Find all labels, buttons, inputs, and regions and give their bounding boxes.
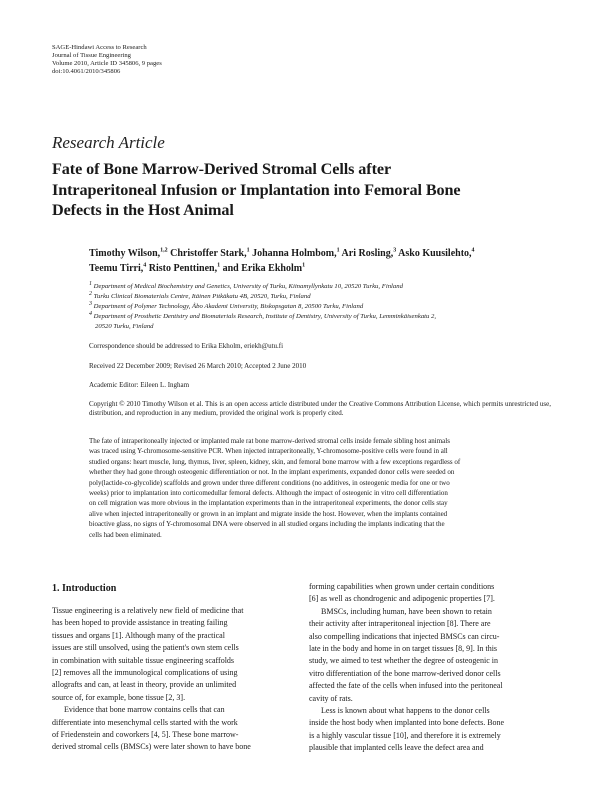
author-sup: 1 [246,247,250,254]
body-line: issues are still unsolved, using the patient's own stem cells [52,643,239,653]
author-sup: 4 [143,262,147,269]
abstract-line: weeks) prior to implantation into corticomedullar femoral defects. Although the impact of osteogenic in vitro cell differentiation [89,489,448,498]
body-line: late in the body and home in on target tissues [8, 9]. In this [309,644,498,654]
affiliations [89,282,559,332]
abstract-line: alive when injected intraperitoneally or grown in an implant and migrate inside the host. However, when the implants contained [89,509,448,518]
body-line: affected the fate of the cells when infused into the peritoneal [309,681,503,691]
author-name: Risto Penttinen, [148,263,218,274]
author-name: Ari Rosling, [341,248,394,259]
title-line: Defects in the Host Animal [52,201,234,219]
header-line: Journal of Tissue Engineering [52,52,131,59]
body-column-right [309,581,551,755]
body-line: of Friedenstein and coworkers [4, 5]. These bone marrow- [52,730,239,740]
author-name: Johanna Holmbom, [252,248,337,259]
article-type: Research Article [52,133,165,152]
body-line: derived stromal cells (BMSCs) were later shown to have bone [52,742,251,752]
body-line: tissues and organs [1]. Although many of the practical [52,630,225,640]
author-sup: 1 [217,262,221,269]
body-column-left [52,605,294,754]
body-line: Evidence that bone marrow contains cells that can [64,705,225,715]
author-name: Timothy Wilson, [89,248,161,259]
body-line: inside the host body when implanted into bone defects. Bone [309,718,505,728]
body-line: is a highly vascular tissue [10], and therefore it is extremely [309,730,501,740]
body-line: study, we aimed to test whether the degree of osteogenic in [309,656,498,666]
author-name: and Erika Ekholm [222,263,303,274]
body-line: vitro differentiation of the bone marrow-derived donor cells [309,668,501,678]
affil-text: Turku Clinical Biomaterials Centre, Itäinen Pitkäkatu 4B, 20520, Turku, Finland [93,293,311,301]
header-line: Volume 2010, Article ID 345806, 9 pages [52,60,162,67]
abstract-line: was traced using Y-chromosome-sensitive PCR. When injected intraperitoneally, Y-chromosome-positive cells were found in all [89,447,448,456]
author-sup: 3 [393,247,397,254]
body-line: source of, for example, bone tissue [2, 3]. [52,692,186,702]
body-line: plausible that implanted cells leave the defect area and [309,743,484,753]
affil-text: Department of Medical Biochemistry and Genetics, University of Turku, Kiinamyllynkatu 10, 20520 Turku, Finland [93,283,403,290]
correspondence: Correspondence should be addressed to Erika Ekholm, eriekh@utu.fi [89,342,284,350]
body-line: Less is known about what happens to the donor cells [321,706,490,716]
author-name: Asko Kuusilehto, [398,248,472,259]
body-line: [6] as well as chondrogenic and adipogenic properties [7]. [309,594,495,604]
title-line: Fate of Bone Marrow-Derived Stromal Cells after [52,160,392,178]
author-sup: 1,2 [160,247,168,254]
header-line: doi:10.4061/2010/345806 [52,68,121,75]
academic-editor: Academic Editor: Eileen L. Ingham [89,381,190,389]
title-line: Intraperitoneal Infusion or Implantation into Femoral Bone [52,180,461,199]
body-line: also compelling indications that injected BMSCs can circu- [309,631,500,641]
affil-num: 3 [89,300,92,307]
author-list [89,246,559,276]
body-line: [2] removes all the immunological complications of using [52,668,238,678]
author-name: Christoffer Stark, [170,248,247,259]
author-sup: 1 [302,262,306,269]
abstract-line: The fate of intraperitoneally injected or implanted male rat bone marrow-derived stromal cells inside female sibling host animals [89,437,450,445]
body-line: allografts and can, at least in theory, provide an unlimited [52,680,237,690]
abstract-line: poly(lactide-co-glycolide) scaffolds and grown under three different conditions (no additives, in osteogenic media for one or two [89,478,450,487]
header-line: SAGE-Hindawi Access to Research [52,44,147,51]
abstract-line: cells had been eliminated. [89,530,162,539]
author-sup: 1 [336,247,340,254]
affil-num: 1 [89,280,92,287]
body-line: forming capabilities when grown under certain conditions [309,582,495,591]
body-line: BMSCs, including human, have been shown to retain [321,606,492,616]
affil-text: Department of Prosthetic Dentistry and Biomaterials Research, Institute of Dentistry, University of Turku, Lemminkäisenkatu 2, [93,313,437,321]
abstract-line: bioactive glass, no signs of Y-chromosomal DNA were observed in all studied organs including the implants indicating that the [89,520,445,529]
affil-num: 2 [89,290,92,297]
paper-title [52,159,552,221]
affil-text: Department of Polymer Technology, Åbo Akademi University, Biskopsgatan 8, 20500 Turku, Finland [93,303,364,311]
dates: Received 22 December 2009; Revised 26 March 2010; Accepted 2 June 2010 [89,362,307,370]
abstract-line: whether they had gone through osteogenic differentiation or not. In the implant experiments, expanded donor cells were seeded on [89,468,455,477]
author-sup: 4 [471,247,475,254]
body-line: has been hoped to provide assistance in treating failing [52,618,228,628]
copyright: Copyright © 2010 Timothy Wilson et al. This is an open access article distributed under the Creative Commons Attribution License, which permits unrestricted use, distribution, and reproduction in any medium, provided the original work is properly cited. [89,400,551,417]
body-line: in combination with suitable tissue engineering scaffolds [52,655,235,665]
body-line: Tissue engineering is a relatively new field of medicine that [52,606,244,615]
affil-text: 20520 Turku, Finland [95,323,154,331]
author-name: Teemu Tirri, [89,263,144,274]
affil-num: 4 [89,311,92,318]
body-line: differentiate into mesenchymal cells started with the work [52,717,238,727]
journal-header [52,44,162,76]
abstract-line: studied organs: heart muscle, lung, thymus, liver, spleen, kidney, skin, and femoral bone marrow with a few exceptions regardless of [89,457,461,466]
abstract-line: on cell migration was more obvious in the implantation experiments than in the intraperitoneal experiments, the donor cells stay [89,499,448,508]
body-line: cavity of rats. [309,693,353,703]
body-line: their activity after intraperitoneal injection [8]. There are [309,619,491,629]
section-heading: 1. Introduction [52,583,117,594]
abstract [89,436,551,540]
